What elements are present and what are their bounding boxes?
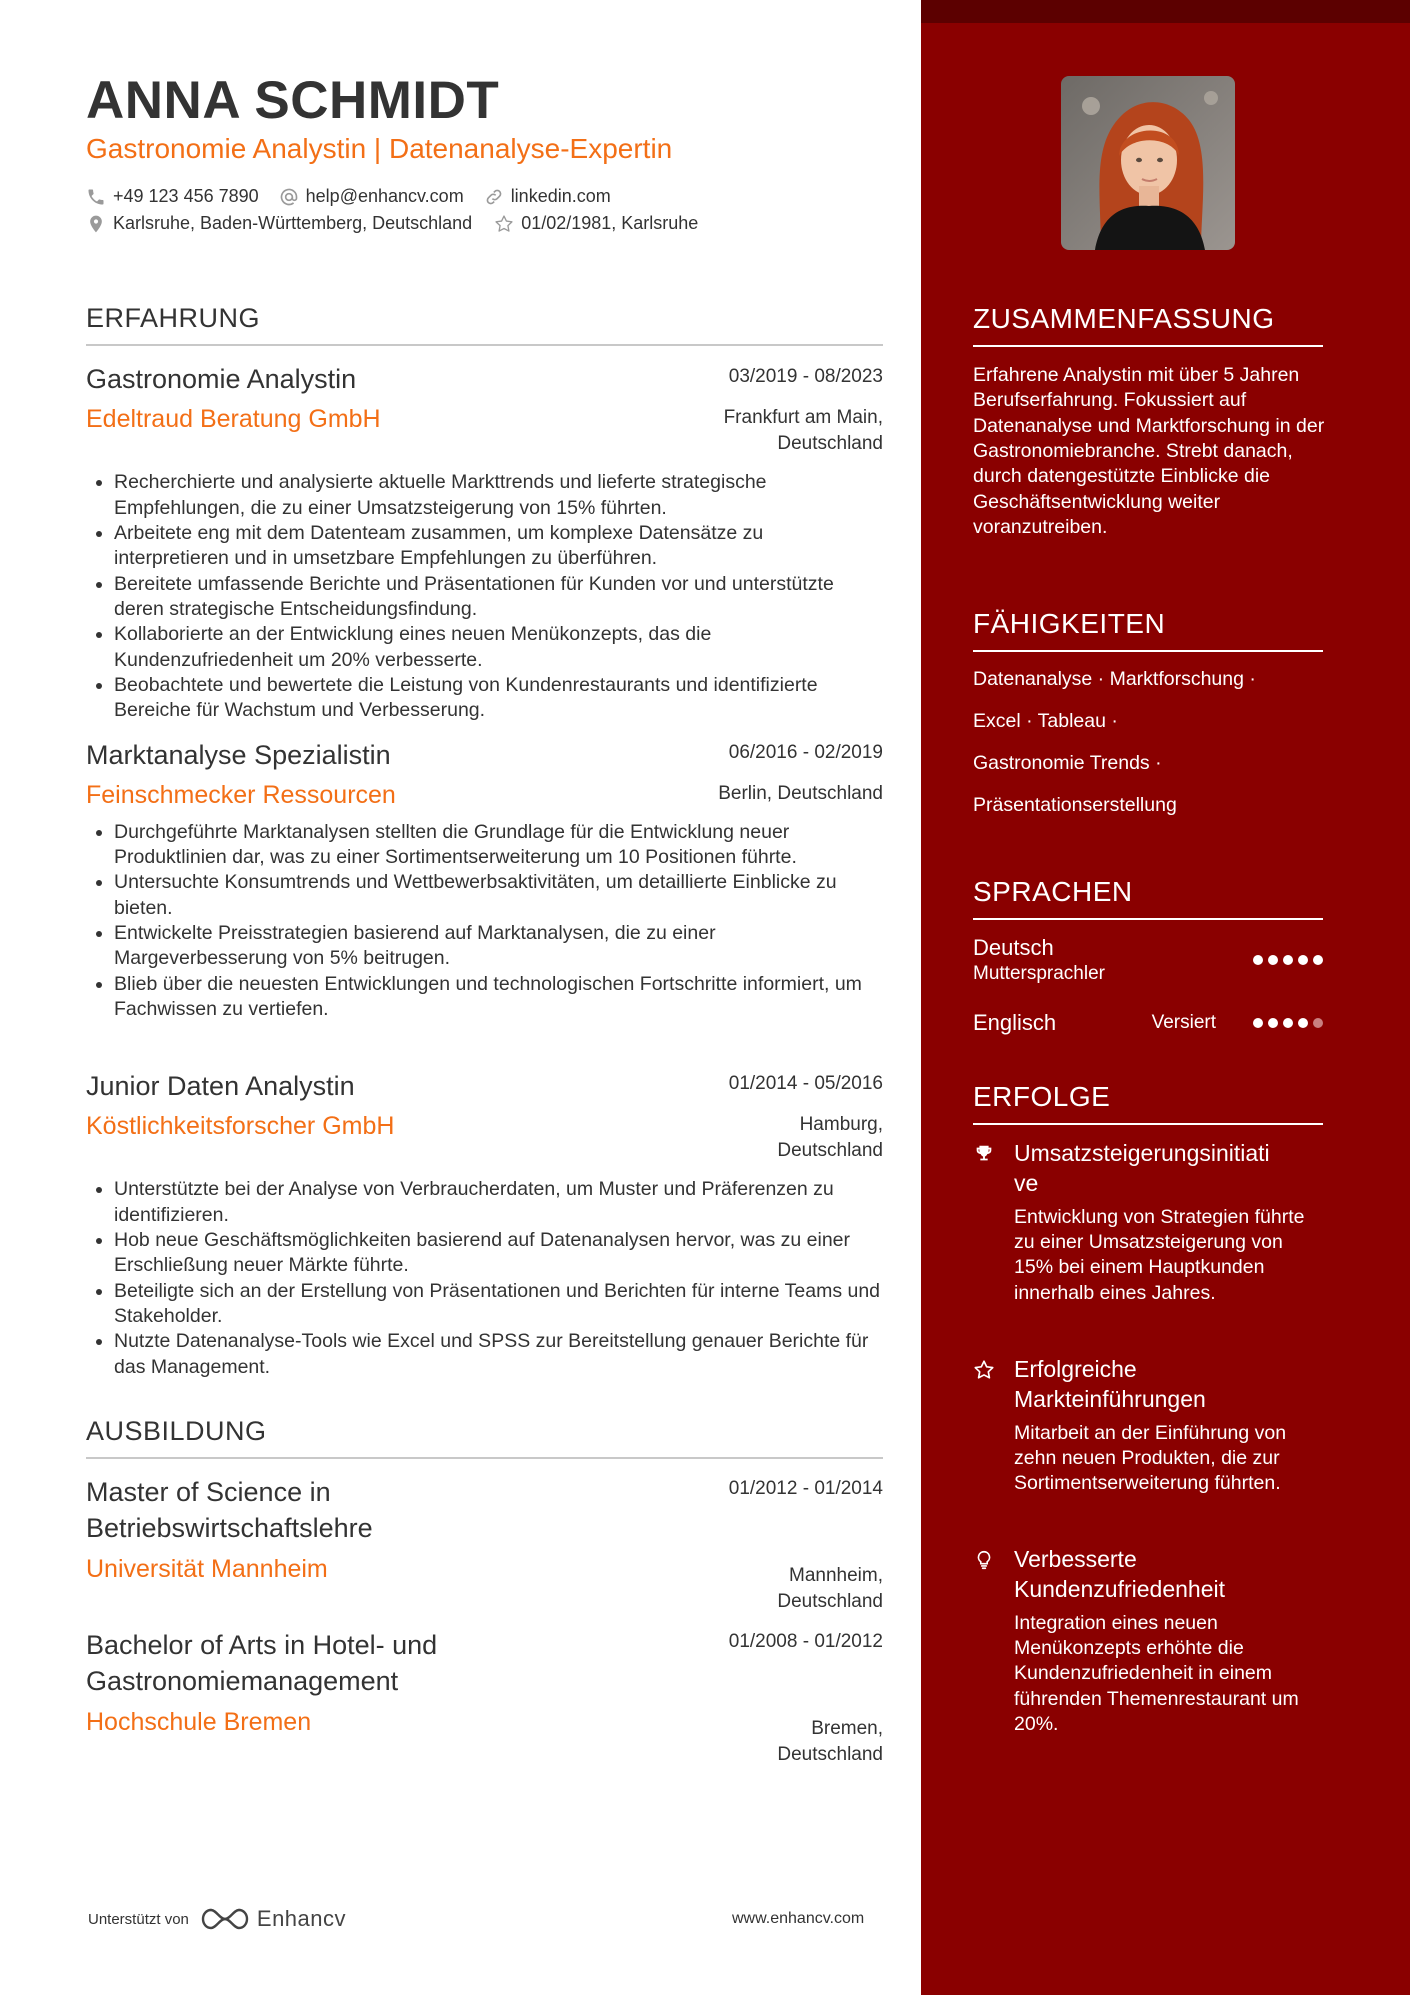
experience-entry [86,362,883,724]
achievement-item [973,1139,1325,1306]
achievement-title-line: Kundenzufriedenheit [1014,1575,1225,1602]
achievement-title-line: Verbesserte [1014,1546,1137,1572]
contact-row-2 [86,213,718,234]
achievement-description: Mitarbeit an der Einführung von zehn neuen Produkten, die zur Sortimentserweiterung führten. [1014,1421,1287,1495]
job-dates: 06/2016 - 02/2019 [728,742,883,763]
language-level: Versiert [1151,1012,1216,1033]
degree-title-line: Master of Science in [86,1477,331,1507]
phone-icon [86,187,106,207]
language-name: Englisch [973,1010,1057,1035]
rating-dot [1268,1018,1278,1028]
school-location-line: Bremen, [811,1717,883,1739]
language-name: Deutsch [973,935,1054,960]
rating-dot [1253,1018,1263,1028]
achievement-item [973,1355,1325,1497]
skills-section-title: FÄHIGKEITEN [973,609,1323,652]
achievement-title [1014,1355,1325,1415]
experience-section-title: ERFAHRUNG [86,304,883,346]
star-icon [973,1359,995,1381]
school-location-line: Deutschland [777,1590,883,1612]
link-icon [484,187,504,207]
job-location-line: Deutschland [777,432,883,454]
list-item: • Kollaborierte an der Entwicklung eines neuen Menükonzepts, das die Kundenzufriedenheit um 20% verbesserte. [114,622,883,673]
degree-title [86,1627,437,1700]
list-item: • Entwickelte Preisstrategien basierend auf Marktanalysen, die zu einer Margeverbesserung von 5% beitrugen. [114,921,883,972]
lightbulb-icon [973,1549,995,1571]
skills-line: Präsentationserstellung [973,794,1177,816]
powered-by-label: Unterstützt von [88,1910,189,1928]
degree-title [86,1474,373,1547]
school-location [777,1563,883,1614]
school-location [777,1716,883,1767]
location-text: Karlsruhe, Baden-Württemberg, Deutschland [113,213,473,233]
job-title: Marktanalyse Spezialistin [86,740,391,770]
contact-email[interactable] [279,186,464,207]
job-location [724,405,883,456]
rating-dot [1298,955,1308,965]
rating-dot [1253,955,1263,965]
school-name: Hochschule Bremen [86,1707,312,1736]
language-level: Muttersprachler [973,963,1105,984]
language-item [973,935,1323,985]
candidate-headline: Gastronomie Analystin | Datenanalyse-Expertin [86,133,673,164]
sidebar-top-band [921,0,1410,23]
job-location-line: Frankfurt am Main, [723,407,883,429]
company-name: Feinschmecker Ressourcen [86,781,396,810]
school-location-line: Mannheim, [789,1564,883,1586]
degree-title-line: Bachelor of Arts in Hotel- und [86,1630,438,1660]
list-item: • Bereitete umfassende Berichte und Präsentationen für Kunden vor und unterstützte deren strategische Entscheidungsfindung. [114,572,883,623]
school-location-line: Deutschland [777,1743,883,1765]
rating-dot [1268,955,1278,965]
birth-text: 01/02/1981, Karlsruhe [521,213,699,233]
rating-dot [1313,955,1323,965]
job-bullets [86,470,883,723]
job-location [777,1112,883,1163]
list-item: • Unterstützte bei der Analyse von Verbraucherdaten, um Muster und Präferenzen zu identifizieren. [114,1177,883,1228]
enhancv-logo-icon [201,1906,249,1932]
contact-row-1 [86,186,631,207]
list-item: • Beteiligte sich an der Erstellung von Präsentationen und Berichten für interne Teams und Stakeholder. [114,1279,883,1330]
rating-dot [1283,955,1293,965]
language-rating [1248,1018,1323,1028]
education-entry [86,1474,883,1614]
achievement-description: Integration eines neuen Menükonzepts erhöhte die Kundenzufriedenheit in einem führenden Themenrestaurant um 20%. [1014,1611,1299,1736]
at-icon [279,187,299,207]
contact-birth [494,213,698,234]
achievement-title-line: ve [1014,1169,1039,1196]
job-location-line: Deutschland [777,1139,883,1161]
school-name: Universität Mannheim [86,1554,328,1583]
language-item [973,1010,1323,1036]
contact-phone[interactable] [86,186,259,207]
job-title: Gastronomie Analystin [86,364,357,394]
achievement-title-line: Umsatzsteigerungsinitiati [1014,1140,1270,1166]
list-item: • Beobachtete und bewertete die Leistung von Kundenrestaurants und identifizierte Bereiche für Wachstum und Verbesserung. [114,673,883,724]
candidate-name: ANNA SCHMIDT [86,71,500,130]
achievement-item [973,1545,1325,1738]
languages-section-title: SPRACHEN [973,877,1323,920]
contact-location [86,213,472,234]
achievement-title-line: Markteinführungen [1014,1385,1206,1412]
job-dates: 03/2019 - 08/2023 [728,366,883,387]
list-item: • Hob neue Geschäftsmöglichkeiten basierend auf Datenanalysen hervor, was zu einer Erschließung neuer Märkte führte. [114,1228,883,1279]
job-bullets [86,1177,883,1380]
skills-line: Gastronomie Trends · [973,752,1162,774]
rating-dot [1283,1018,1293,1028]
avatar [1061,76,1235,250]
achievement-title-line: Erfolgreiche [1014,1356,1137,1382]
enhancv-brand: Enhancv [256,1906,347,1931]
education-section-title: AUSBILDUNG [86,1417,883,1459]
achievement-title [1014,1139,1325,1199]
language-rating [1248,955,1323,965]
summary-text: Erfahrene Analystin mit über 5 Jahren Berufserfahrung. Fokussiert auf Datenanalyse und Marktforschung in der Gastronomiebranche. Strebt danach, durch datengestützte Einblicke die Geschäftsentwicklung weiter voranzutreiben. [973,364,1325,539]
list-item: • Durchgeführte Marktanalysen stellten die Grundlage für die Entwicklung neuer Produktlinien dar, was zu einer Sortimentserweiterung um 10 Positionen führte. [114,820,883,871]
list-item: • Arbeitete eng mit dem Datenteam zusammen, um komplexe Datensätze zu interpretieren und in umsetzbare Empfehlungen zu überführen. [114,521,883,572]
company-name: Köstlichkeitsforscher GmbH [86,1112,395,1141]
achievement-title [1014,1545,1325,1605]
company-name: Edeltraud Beratung GmbH [86,405,381,434]
sidebar [921,0,1410,1995]
summary-section-title: ZUSAMMENFASSUNG [973,304,1323,347]
footer-url[interactable]: www.enhancv.com [732,1910,865,1927]
degree-dates: 01/2012 - 01/2014 [728,1478,883,1499]
skills-line: Datenanalyse · Marktforschung · [973,668,1256,690]
degree-dates: 01/2008 - 01/2012 [728,1631,883,1652]
list-item: • Nutzte Datenanalyse-Tools wie Excel und SPSS zur Bereitstellung genauer Berichte für das Management. [114,1329,883,1380]
contact-linkedin[interactable] [484,186,611,207]
degree-title-line: Betriebswirtschaftslehre [86,1513,373,1544]
experience-entry [86,1069,883,1380]
achievement-description: Entwicklung von Strategien führte zu einer Umsatzsteigerung von 15% bei einem Hauptkunden innerhalb eines Jahres. [1014,1205,1305,1304]
powered-by[interactable] [88,1906,346,1932]
list-item: • Recherchierte und analysierte aktuelle Markttrends und lieferte strategische Empfehlungen, die zu einer Umsatzsteigerung von 15% führten. [114,470,883,521]
achievements-section-title: ERFOLGE [973,1082,1323,1125]
location-pin-icon [86,214,106,234]
list-item: • Blieb über die neuesten Entwicklungen und technologischen Fortschritte informiert, um Fachwissen zu vertiefen. [114,972,883,1023]
job-location-line: Hamburg, [799,1114,883,1136]
trophy-icon [973,1143,995,1165]
job-title: Junior Daten Analystin [86,1071,355,1101]
job-bullets [86,820,883,1023]
email-text: help@enhancv.com [305,186,464,206]
job-dates: 01/2014 - 05/2016 [728,1073,883,1094]
profile-photo [1061,76,1235,250]
education-entry [86,1627,883,1767]
experience-entry [86,738,883,1022]
rating-dot [1313,1018,1323,1028]
skills-line: Excel · Tableau · [973,710,1118,732]
linkedin-text: linkedin.com [510,186,611,206]
star-outline-icon [494,214,514,234]
job-location [718,781,883,807]
rating-dot [1298,1018,1308,1028]
degree-title-line: Gastronomiemanagement [86,1666,399,1697]
job-location-line: Berlin, Deutschland [718,783,883,805]
phone-text: +49 123 456 7890 [113,186,259,206]
list-item: • Untersuchte Konsumtrends und Wettbewerbsaktivitäten, um detaillierte Einblicke zu bieten. [114,870,883,921]
